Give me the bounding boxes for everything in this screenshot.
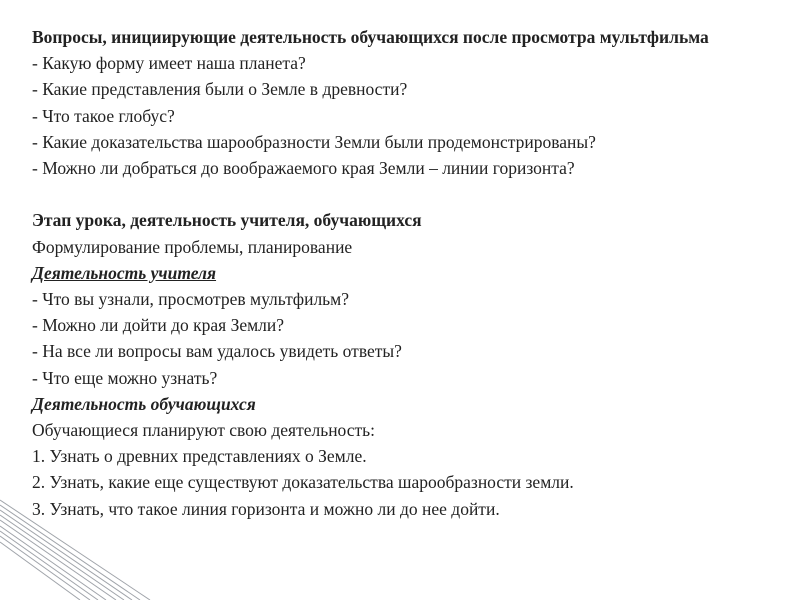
question-item: - Что такое глобус? (32, 105, 175, 126)
teacher-question: - Можно ли дойти до края Земли? (32, 315, 285, 336)
decorative-line (0, 520, 116, 600)
question-item: - Какую форму имеет наша планета? (32, 53, 306, 74)
lesson-stage: Формулирование проблемы, планирование (32, 236, 353, 257)
question-item: - Какие представления были о Земле в древности? (32, 79, 408, 100)
decorative-line (0, 510, 132, 600)
section1-heading: Вопросы, инициирующие деятельность обучающихся после просмотра мультфильма (32, 27, 709, 47)
students-intro: Обучающиеся планируют свою деятельность: (32, 420, 376, 441)
teacher-question: - Что вы узнали, просмотрев мультфильм? (32, 289, 349, 310)
students-activity-heading: Деятельность обучающихся (32, 393, 256, 414)
decorative-line (0, 526, 106, 600)
section2-heading: Этап урока, деятельность учителя, обучающихся (32, 210, 422, 231)
plan-item: 2. Узнать, какие еще существуют доказательства шарообразности земли. (32, 472, 574, 493)
teacher-question: - На все ли вопросы вам удалось увидеть ответы? (32, 341, 402, 362)
text-content (32, 24, 772, 522)
teacher-question: - Что еще можно узнать? (32, 367, 218, 388)
question-item: - Можно ли добраться до воображаемого края Земли – линии горизонта? (32, 158, 575, 179)
question-item: - Какие доказательства шарообразности Земли были продемонстрированы? (32, 131, 596, 152)
plan-item: 3. Узнать, что такое линия горизонта и можно ли до нее дойти. (32, 498, 500, 519)
teacher-activity-heading: Деятельность учителя (32, 262, 217, 283)
plan-item: 1. Узнать о древних представлениях о Земле. (32, 446, 367, 467)
decorative-line (0, 531, 98, 600)
blank-line (32, 181, 772, 207)
